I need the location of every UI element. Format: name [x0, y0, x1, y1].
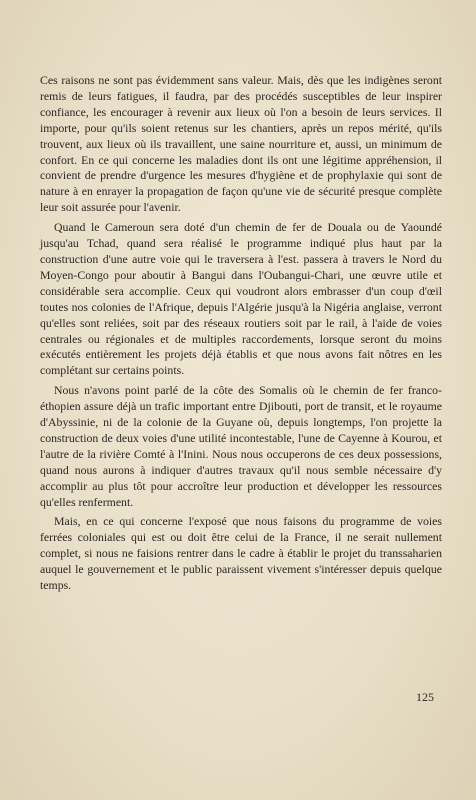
paragraph-2: Quand le Cameroun sera doté d'un chemin de fer de Douala ou de Yaoundé jusqu'au Tchad, quand sera réalisé le programme indiqué plus haut par la construction d'une autre voie qui le traversera à l'est. passera à travers le Nord du Moyen-Congo pour aboutir à Bangui dans l'Oubangui-Chari, une œuvre utile et considérable sera accomplie. Ceux qui voudront alors embrasser d'un coup d'œil toutes nos colonies de l'Afrique, depuis l'Algérie jusqu'à la Nigéria anglaise, verront qu'elles sont reliées, soit par des réseaux routiers soit par le rail, à l'aide de voies centrales ou régionales et de multiples raccordements, lorsque seront du moins exécutés entièrement les projets déjà établis et que nous avons fait nôtres en les complétant sur certains points.	[40, 220, 442, 378]
paragraph-4: Mais, en ce qui concerne l'exposé que nous faisons du programme de voies ferrées coloniales qui est ou doit être celui de la France, il ne serait nullement complet, si nous ne faisions rentrer dans le cadre à établir le projet du transsaharien auquel le gouvernement et le public paraissent vivement s'intéresser depuis quelque temps.	[40, 514, 442, 593]
body-text	[40, 73, 442, 594]
page-number: 125	[416, 690, 434, 704]
paragraph-3: Nous n'avons point parlé de la côte des Somalis où le chemin de fer franco-éthopien assure déjà un trafic important entre Djibouti, port de transit, et le royaume d'Abyssinie, ni de la colonie de la Guyane où, depuis longtemps, l'on projette la construction de deux voies d'une utilité incontestable, l'une de Cayenne à Kourou, et l'autre de la rivière Comté à l'Inini. Nous nous occuperons de ces deux possessions, quand nous aurons à indiquer d'autres travaux qu'il nous semble nécessaire d'y accomplir au plus tôt pour accroître leur production et développer les ressources qu'elles renferment.	[40, 383, 442, 509]
paragraph-1: Ces raisons ne sont pas évidemment sans valeur. Mais, dès que les indigènes seront remis de leurs fatigues, il faudra, par des procédés susceptibles de leur inspirer confiance, les encourager à revenir aux lieux où l'on a besoin de leurs services. Il importe, pour qu'ils soient retenus sur les chantiers, après un repos mérité, qu'ils trouvent, aux lieux où ils travaillent, une saine nourriture et, aussi, un minimum de confort. En ce qui concerne les maladies dont ils ont une légitime appréhension, il convient de prendre d'urgence les mesures d'hygiène et de prophylaxie qui sont de nature à en enrayer la propagation de façon qu'une vie de sécurité presque complète leur soit assurée pour l'avenir.	[40, 73, 442, 215]
